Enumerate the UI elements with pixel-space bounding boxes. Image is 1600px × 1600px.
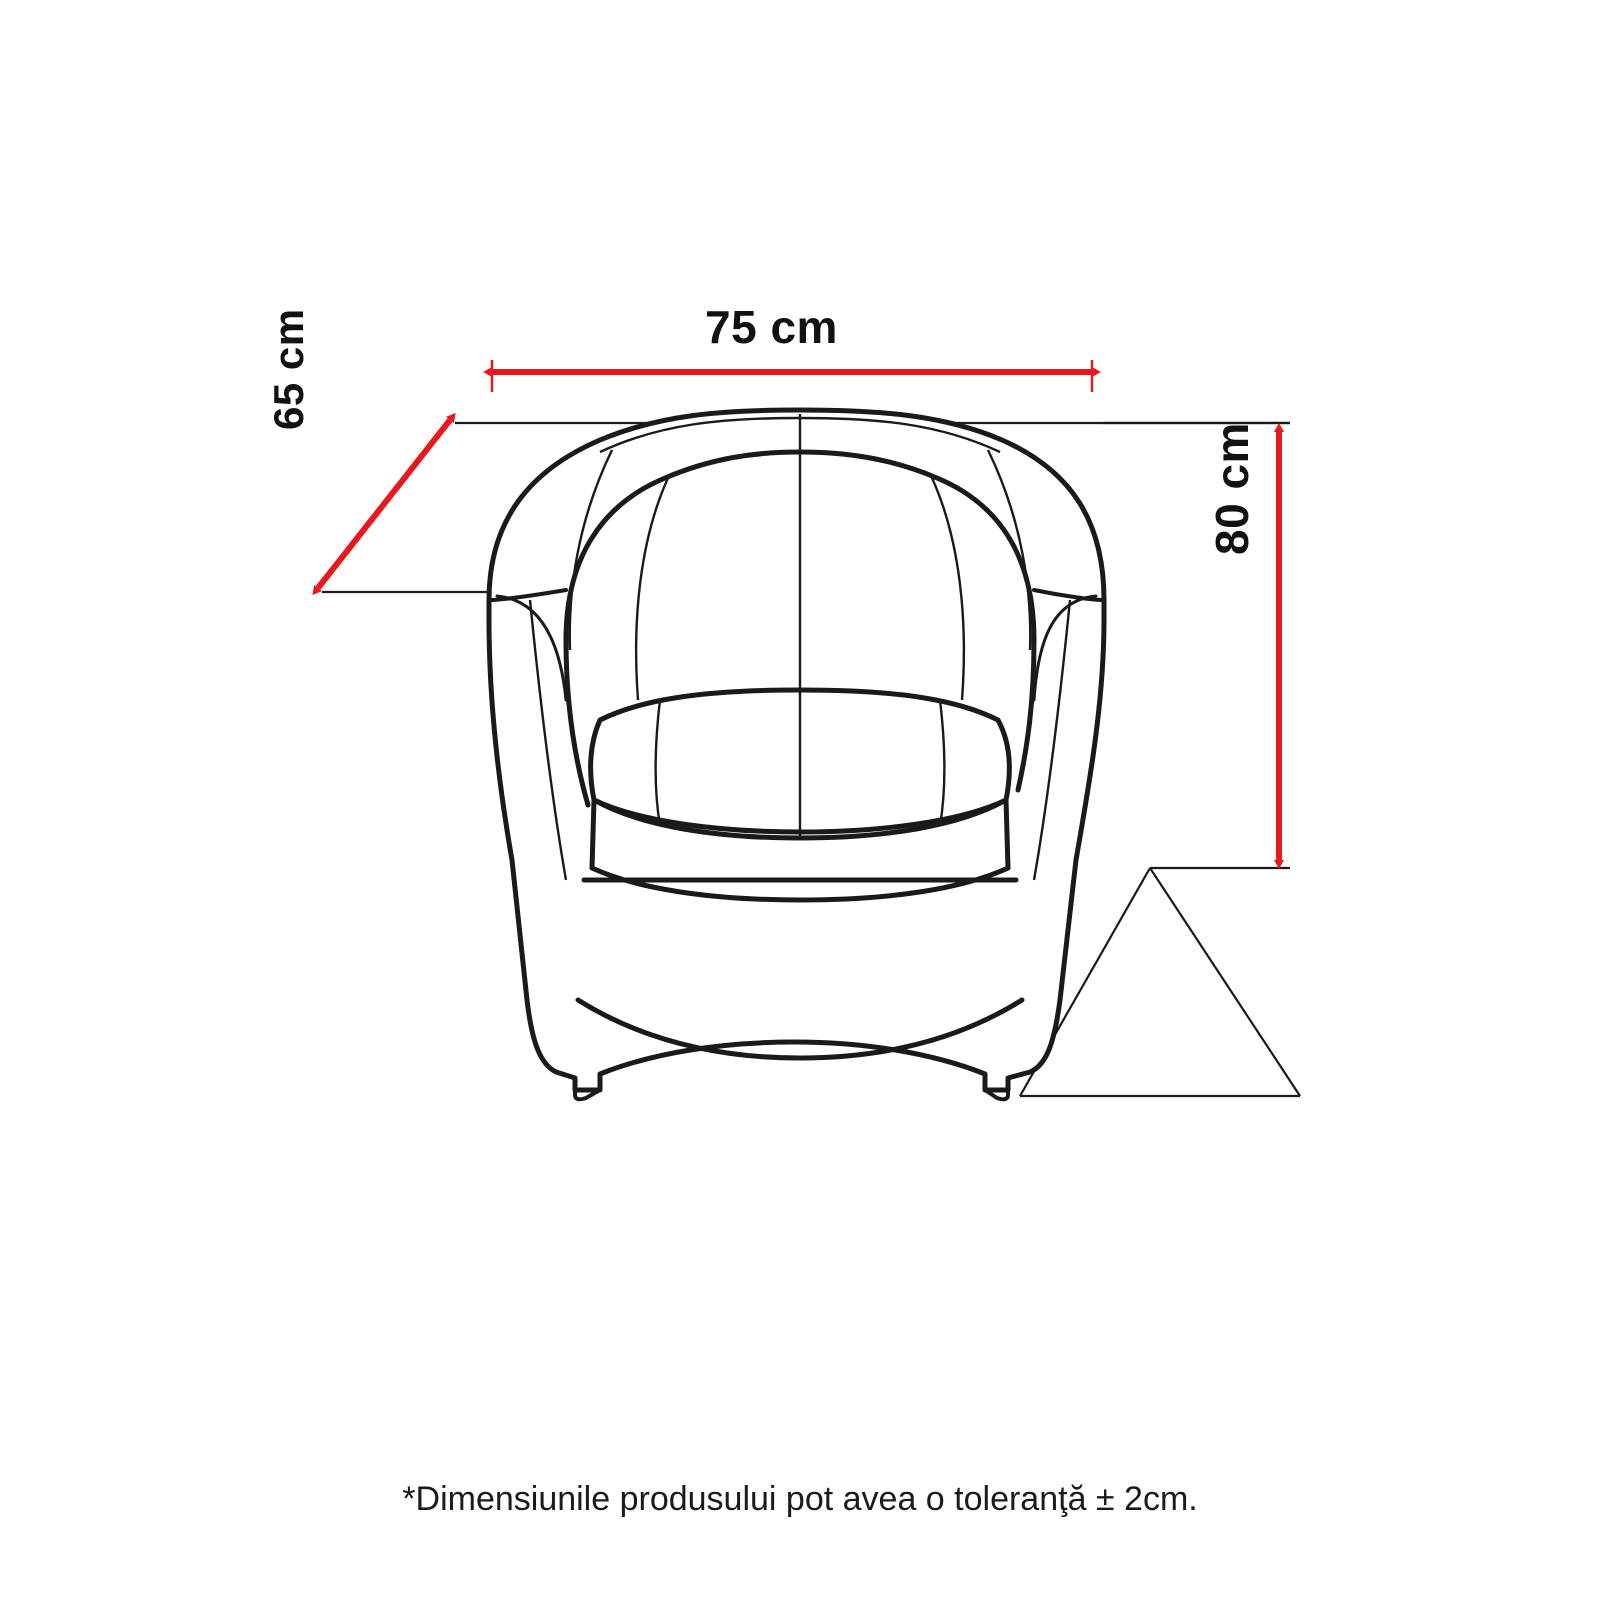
depth-dimension-line [318, 420, 450, 588]
height-dimension-label: 80 cm [1206, 422, 1258, 555]
width-dimension-label: 75 cm [705, 301, 838, 353]
depth-dimension-label: 65 cm [265, 308, 312, 430]
tolerance-footnote: *Dimensiunile produsului pot avea o toleranţă ± 2cm. [402, 1480, 1198, 1518]
dimension-extension-ticks [492, 360, 1092, 392]
